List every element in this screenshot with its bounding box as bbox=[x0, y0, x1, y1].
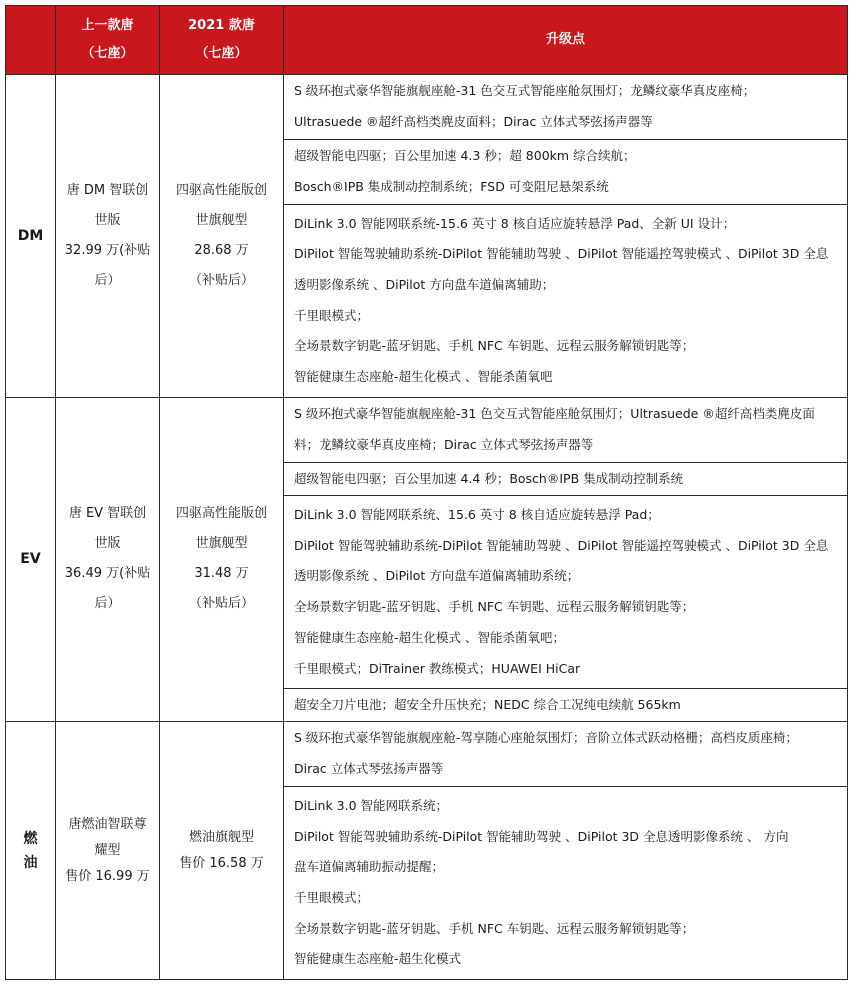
upgrade-point-line: S 级环抱式豪华智能旗舰座舱-驾享随心座舱氛围灯；音阶立体式跃动格栅；高档皮质座椅； bbox=[294, 730, 798, 746]
header-new-line1: 2021 款唐 bbox=[188, 17, 255, 33]
new-model-line: 28.68 万 bbox=[194, 242, 249, 258]
prev-model-line: 售价 16.99 万 bbox=[65, 868, 150, 884]
upgrade-point-line: 千里眼模式； bbox=[294, 890, 370, 905]
new-model-line: （补贴后） bbox=[188, 596, 254, 612]
prev-model-line: 唐 DM 智联创 bbox=[66, 182, 149, 198]
upgrade-row bbox=[6, 74, 848, 139]
upgrade-point-line: 料；龙鳞纹豪华真皮座椅；Dirac 立体式琴弦扬声器等 bbox=[294, 436, 594, 452]
new-model-line: 售价 16.58 万 bbox=[179, 855, 264, 871]
upgrade-points-cell bbox=[284, 204, 848, 397]
header-new-model bbox=[160, 6, 284, 75]
new-model-line: 世旗舰型 bbox=[195, 536, 248, 552]
category-label: 燃 bbox=[23, 830, 38, 847]
upgrade-row bbox=[6, 397, 848, 463]
upgrade-point-line: DiLink 3.0 智能网联系统； bbox=[294, 797, 449, 813]
prev-model-line: 36.49 万(补贴 bbox=[64, 566, 151, 582]
header-new-line2: （七座） bbox=[195, 45, 248, 61]
header-prev-model bbox=[56, 6, 160, 75]
header-upgrade: 升级点 bbox=[284, 6, 848, 75]
upgrade-point-line: S 级环抱式豪华智能旗舰座舱-31 色交互式智能座舱氛围灯；龙鳞纹豪华真皮座椅； bbox=[294, 83, 756, 98]
upgrade-point-line: 盘车道偏离辅助振动提醒； bbox=[294, 859, 445, 875]
upgrade-point-line: 超级智能电四驱；百公里加速 4.3 秒；超 800km 综合续航； bbox=[294, 147, 636, 163]
new-model-cell bbox=[160, 74, 284, 397]
upgrade-row bbox=[6, 722, 848, 787]
category-label: EV bbox=[20, 551, 41, 568]
prev-model-line: 唐 EV 智联创 bbox=[68, 506, 147, 522]
upgrade-point-line: Ultrasuede ®超纤高档类麂皮面料；Dirac 立体式琴弦扬声器等 bbox=[294, 113, 653, 129]
upgrade-point-line: Bosch®IPB 集成制动控制系统；FSD 可变阻尼悬架系统 bbox=[294, 178, 609, 194]
upgrade-points-cell bbox=[284, 139, 848, 204]
upgrade-point-line: DiPilot 智能驾驶辅助系统-DiPilot 智能辅助驾驶 、DiPilot 智能遥控驾驶模式 、DiPilot 3D 全息 bbox=[294, 537, 829, 553]
header-prev-line2: （七座） bbox=[81, 45, 134, 61]
upgrade-points-cell bbox=[284, 787, 848, 980]
new-model-line: 四驱高性能版创 bbox=[175, 506, 267, 522]
new-model-cell bbox=[160, 397, 284, 721]
upgrade-point-line: DiPilot 智能驾驶辅助系统-DiPilot 智能辅助驾驶 、DiPilot 3D 全息透明影像系统 、 方向 bbox=[294, 828, 789, 844]
upgrade-point-line: 千里眼模式； bbox=[294, 307, 370, 323]
upgrade-point-line: 超级智能电四驱；百公里加速 4.4 秒；Bosch®IPB 集成制动控制系统 bbox=[294, 470, 684, 486]
upgrade-point-line: DiLink 3.0 智能网联系统、15.6 英寸 8 核自适应旋转悬浮 Pad； bbox=[294, 506, 660, 522]
upgrade-point-line: S 级环抱式豪华智能旗舰座舱-31 色交互式智能座舱氛围灯；Ultrasuede ®超纤高档类麂皮面 bbox=[294, 406, 815, 422]
category-cell bbox=[6, 397, 56, 721]
upgrade-point-line: 超安全刀片电池；超安全升压快充；NEDC 综合工况纯电续航 565km bbox=[294, 696, 681, 712]
upgrade-points-cell bbox=[284, 74, 848, 139]
upgrade-point-line: 智能健康生态座舱-超生化模式 bbox=[294, 951, 462, 967]
header-row bbox=[6, 6, 848, 75]
new-model-line: 世旗舰型 bbox=[195, 212, 248, 228]
upgrade-point-line: DiPilot 智能驾驶辅助系统-DiPilot 智能辅助驾驶 、DiPilot 智能遥控驾驶模式 、DiPilot 3D 全息 bbox=[294, 246, 829, 262]
upgrade-points-cell bbox=[284, 496, 848, 689]
upgrade-point-line: 全场景数字钥匙-蓝牙钥匙、手机 NFC 车钥匙、远程云服务解锁钥匙等； bbox=[294, 920, 695, 936]
upgrade-point-line: 透明影像系统 、DiPilot 方向盘车道偏离辅助； bbox=[294, 276, 555, 292]
prev-model-line: 32.99 万(补贴 bbox=[64, 242, 151, 258]
category-cell bbox=[6, 74, 56, 397]
upgrade-point-line: 透明影像系统 、DiPilot 方向盘车道偏离辅助系统； bbox=[294, 568, 580, 584]
upgrade-point-line: 全场景数字钥匙-蓝牙钥匙、手机 NFC 车钥匙、远程云服务解锁钥匙等； bbox=[294, 338, 695, 354]
upgrade-comparison-table bbox=[5, 5, 848, 980]
category-label: DM bbox=[17, 227, 44, 244]
new-model-cell bbox=[160, 722, 284, 980]
new-model-line: 四驱高性能版创 bbox=[175, 182, 267, 198]
prev-model-cell bbox=[56, 722, 160, 980]
upgrade-points-cell bbox=[284, 722, 848, 787]
upgrade-point-line: 全场景数字钥匙-蓝牙钥匙、手机 NFC 车钥匙、远程云服务解锁钥匙等； bbox=[294, 599, 695, 615]
new-model-line: （补贴后） bbox=[188, 272, 254, 288]
prev-model-cell bbox=[56, 397, 160, 721]
prev-model-line: 唐燃油智联尊 bbox=[68, 816, 147, 832]
prev-model-line: 耀型 bbox=[94, 842, 121, 858]
category-label: 油 bbox=[23, 854, 38, 871]
prev-model-line: 后） bbox=[94, 272, 121, 288]
header-prev-line1: 上一款唐 bbox=[81, 17, 134, 33]
new-model-line: 31.48 万 bbox=[194, 566, 249, 582]
category-cell bbox=[6, 722, 56, 980]
prev-model-line: 世版 bbox=[94, 212, 121, 228]
upgrade-point-line: DiLink 3.0 智能网联系统-15.6 英寸 8 核自适应旋转悬浮 Pad、全新 UI 设计； bbox=[294, 215, 736, 231]
new-model-line: 燃油旗舰型 bbox=[188, 829, 254, 845]
prev-model-line: 后） bbox=[94, 596, 121, 612]
upgrade-point-line: Dirac 立体式琴弦扬声器等 bbox=[294, 761, 444, 777]
upgrade-points-cell bbox=[284, 463, 848, 496]
upgrade-point-line: 智能健康生态座舱-超生化模式 、智能杀菌氧吧； bbox=[294, 629, 565, 645]
upgrade-points-cell bbox=[284, 397, 848, 463]
header-corner bbox=[6, 6, 56, 75]
upgrade-points-cell bbox=[284, 689, 848, 722]
prev-model-cell bbox=[56, 74, 160, 397]
prev-model-line: 世版 bbox=[94, 536, 121, 552]
upgrade-point-line: 智能健康生态座舱-超生化模式 、智能杀菌氧吧 bbox=[294, 369, 553, 385]
upgrade-point-line: 千里眼模式；DiTrainer 教练模式；HUAWEI HiCar bbox=[294, 660, 581, 676]
